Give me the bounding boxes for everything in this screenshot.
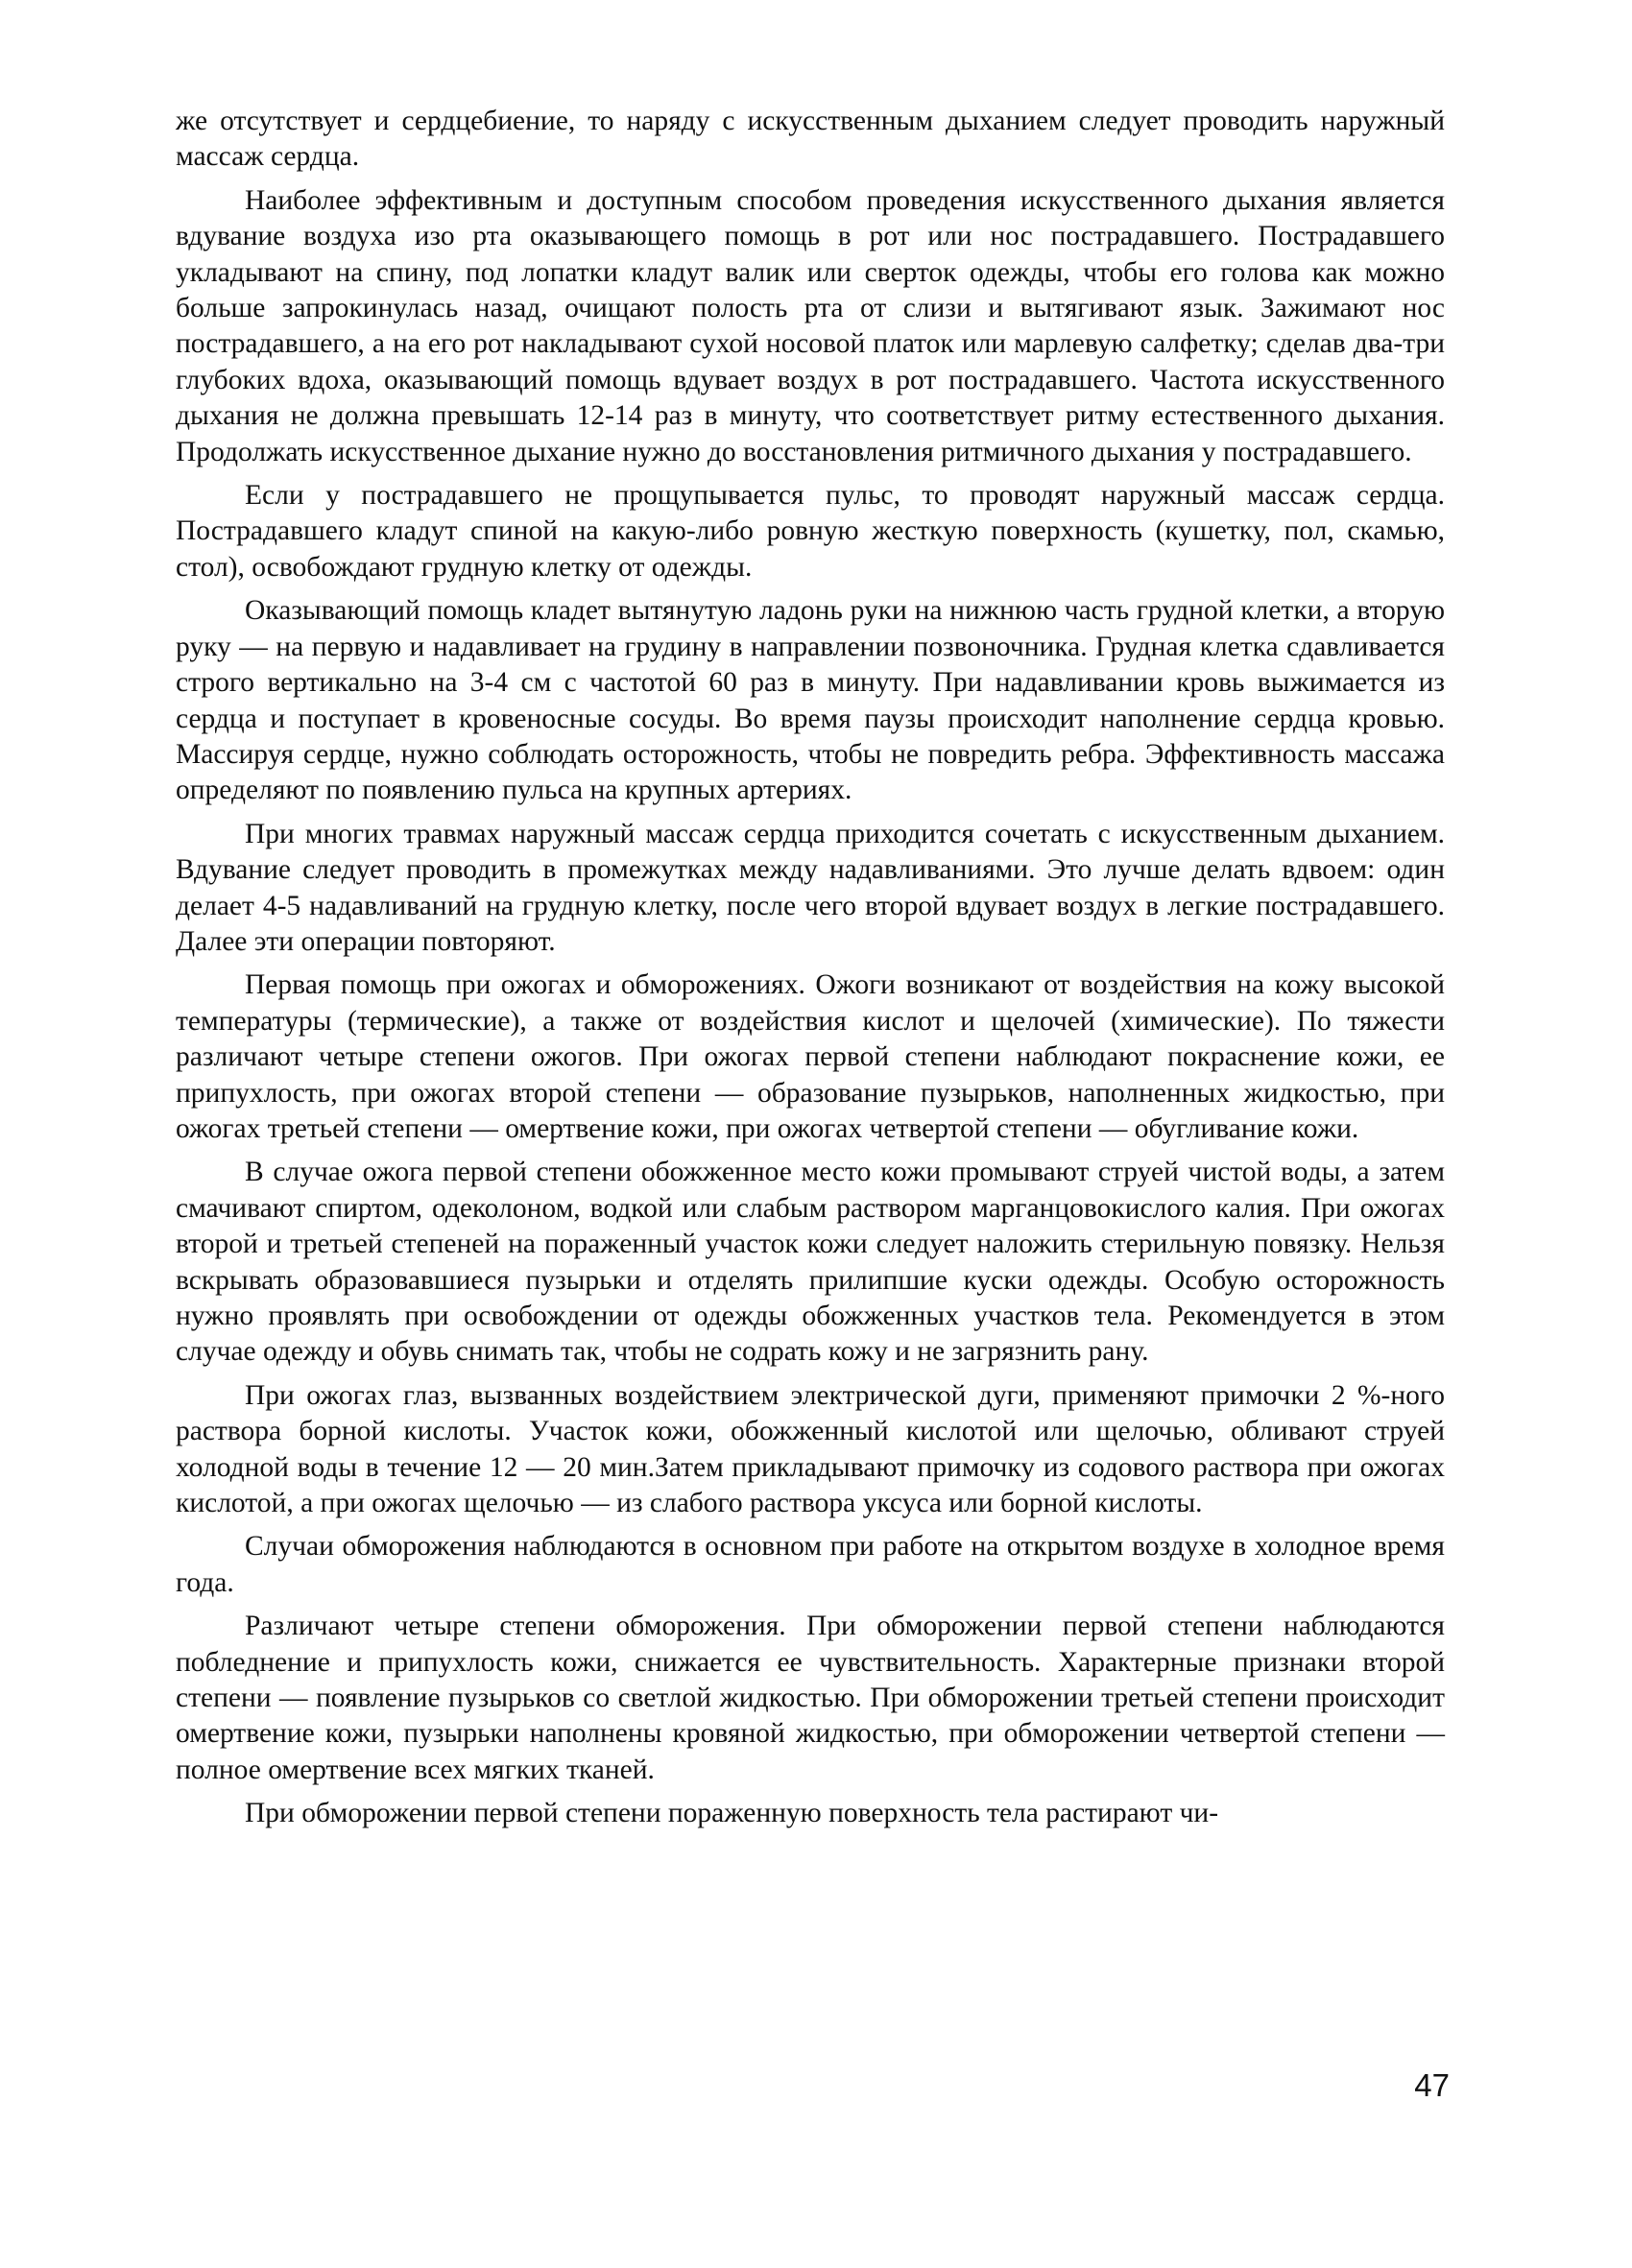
paragraph-eye-chemical-burns: При ожогах глаз, вызванных воздействием электрической дуги, применяют примочки 2 %-ного раствора борной кислоты. Участок кожи, обожженный кислотой или щелочью, обливают струей холодной воды в течение 12 — 20 мин.Затем прикладывают примочку из содового раствора при ожогах кислотой, а при ожогах щелочью — из слабого раствора уксуса или борной кислоты. bbox=[176, 1379, 1445, 1519]
page-body bbox=[176, 104, 1445, 1840]
paragraph-artificial-respiration: Наиболее эффективным и доступным способом проведения искусственного дыхания является вдувание воздуха изо рта оказывающего помощь в рот или нос пострадавшего. Пострадавшего укладывают на спину, под лопатки кладут валик или сверток одежды, чтобы его голова как можно больше запрокинулась назад, очищают полость рта от слизи и вытягивают язык. Зажимают нос пострадавшего, а на его рот накладывают сухой носовой платок или марлевую салфетку; сделав два-три глубоких вдоха, оказывающий помощь вдувает воздух в рот пострадавшего. Частота искусственного дыхания не должна превышать 12-14 раз в минуту, что соответствует ритму естественного дыхания. Продолжать искусственное дыхание нужно до восстановления ритмичного дыхания у пострадавшего. bbox=[176, 184, 1445, 467]
page-number: 47 bbox=[1414, 2067, 1450, 2103]
paragraph-heart-massage: Оказывающий помощь кладет вытянутую ладонь руки на нижнюю часть грудной клетки, а вторую руку — на первую и надавливает на грудину в направлении позвоночника. Грудная клетка сдавливается строго вертикально на 3-4 см с частотой 60 раз в минуту. При надавливании кровь выжимается из сердца и поступает в кровеносные сосуды. Во время паузы происходит наполнение сердца кровью. Массируя сердце, нужно соблюдать осторожность, чтобы не повредить ребра. Эффективность массажа определяют по появлению пульса на крупных артериях. bbox=[176, 595, 1445, 806]
paragraph-frostbite-degrees: Различают четыре степени обморожения. При обморожении первой степени наблюдаются побледнение и припухлость кожи, снижается ее чувствительность. Характерные признаки второй степени — появление пузырьков со светлой жидкостью. При обморожении третьей степени происходит омертвение кожи, пузырьки наполнены кровяной жидкостью, при обморожении четвертой степени — полное омертвение всех мягких тканей. bbox=[176, 1611, 1445, 1785]
paragraph-frostbite-cases: Случаи обморожения наблюдаются в основном при работе на открытом воздухе в холодное время года. bbox=[176, 1531, 1445, 1598]
paragraph-pulse-check: Если у пострадавшего не прощупывается пульс, то проводят наружный массаж сердца. Пострадавшего кладут спиной на какую-либо ровную жесткую поверхность (кушетку, пол, скамью, стол), освобождают грудную клетку от одежды. bbox=[176, 480, 1445, 583]
paragraph-burns-overview: Первая помощь при ожогах и обморожениях. Ожоги возникают от воздействия на кожу высокой температуры (термические), а также от воздействия кислот и щелочей (химические). По тяжести различают четыре степени ожогов. При ожогах первой степени наблюдают покраснение кожи, ее припухлость, при ожогах второй степени — образование пузырьков, наполненных жидкостью, при ожогах третьей степени — омертвение кожи, при ожогах четвертой степени — обугливание кожи. bbox=[176, 969, 1445, 1144]
paragraph-frostbite-treatment: При обморожении первой степени пораженную поверхность тела растирают чи- bbox=[245, 1798, 1219, 1829]
paragraph-combined-procedure: При многих травмах наружный массаж сердца приходится сочетать с искусственным дыханием. Вдувание следует проводить в промежутках между надавливаниями. Это лучше делать вдвоем: один делает 4-5 надавливаний на грудную клетку, после чего второй вдувает воздух в легкие пострадавшего. Далее эти операции повторяют. bbox=[176, 818, 1445, 957]
paragraph-continuation: же отсутствует и сердцебиение, то наряду с искусственным дыханием следует проводить наружный массаж сердца. bbox=[176, 106, 1445, 173]
paragraph-burn-treatment: В случае ожога первой степени обожженное место кожи промывают струей чистой воды, а затем смачивают спиртом, одеколоном, водкой или слабым раствором марганцовокислого калия. При ожогах второй и третьей степеней на пораженный участок кожи следует наложить стерильную повязку. Нельзя вскрывать образовавшиеся пузырьки и отделять прилипшие куски одежды. Особую осторожность нужно проявлять при освобождении от одежды обожженных участков тела. Рекомендуется в этом случае одежду и обувь снимать так, чтобы не содрать кожу и не загрязнить рану. bbox=[176, 1157, 1445, 1368]
